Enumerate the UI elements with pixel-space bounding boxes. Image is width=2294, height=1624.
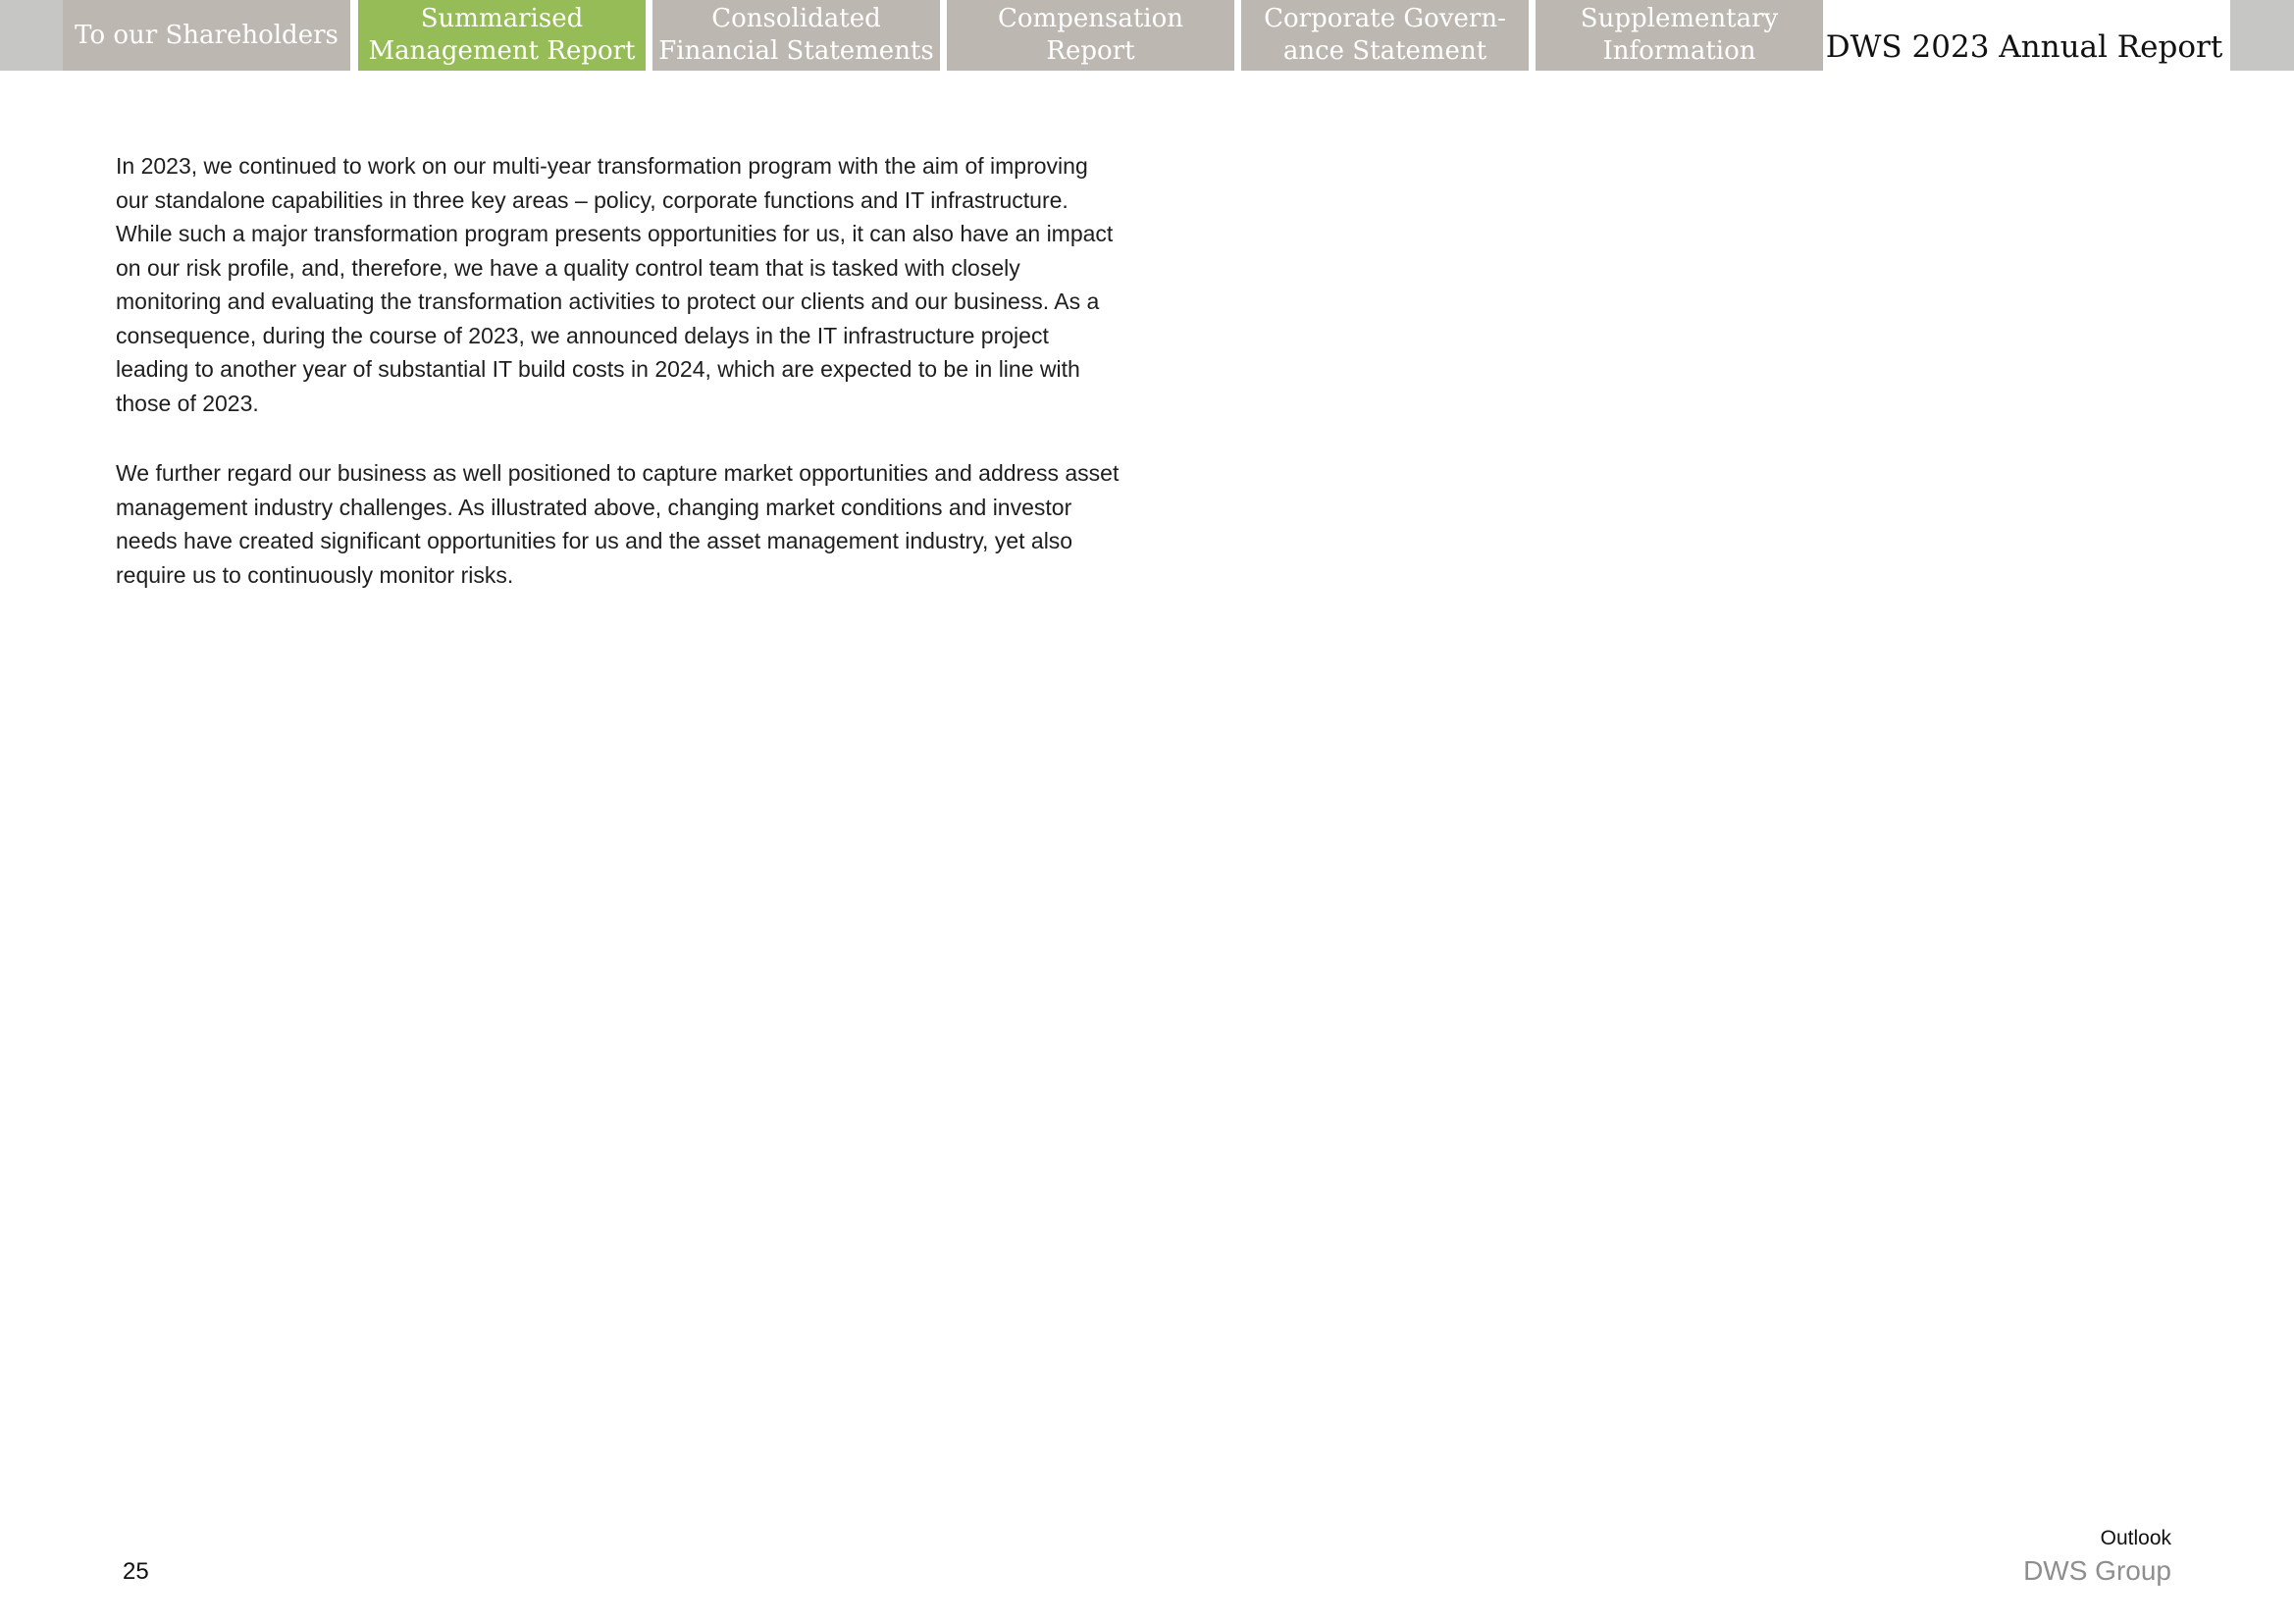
tab-to-our-shareholders[interactable] [63, 0, 350, 71]
footer-company-name: DWS Group [2023, 1555, 2171, 1586]
footer-section-info [2023, 1524, 2171, 1589]
tab-corporate-governance-statement[interactable] [1241, 0, 1529, 71]
tab-label: To our Shareholders [75, 20, 339, 50]
tab-supplementary-information[interactable] [1536, 0, 1823, 71]
tab-label: Summarised Management Report [368, 4, 636, 66]
tab-label: Corporate Govern- ance Statement [1264, 4, 1506, 66]
footer-section-name: Outlook [2100, 1527, 2171, 1549]
header-edge-right [2230, 0, 2294, 71]
tab-label: Consolidated Financial Statements [658, 4, 934, 66]
tab-compensation-report[interactable] [947, 0, 1234, 71]
body-paragraph-market-opportunities: We further regard our business as well positioned to capture market opportunities and address asset management industry challenges. As illustrated above, changing market conditions and investor needs have created significant opportunities for us and the asset management industry, yet also require us to continuously monitor risks. [116, 460, 1120, 588]
report-title: DWS 2023 Annual Report [1825, 29, 2223, 65]
body-paragraph-transformation: In 2023, we continued to work on our multi-year transformation program with the aim of improving our standalone capabilities in three key areas – policy, corporate functions and IT infrastructure. While such a major transformation program presents opportunities for us, it can also have an impact on our risk profile, and, therefore, we have a quality control team that is tasked with closely monitoring and evaluating the transformation activities to protect our clients and our business. As a consequence, during the course of 2023, we announced delays in the IT infrastructure project leading to another year of substantial IT build costs in 2024, which are expected to be in line with those of 2023. [116, 153, 1114, 416]
tab-summarised-management-report[interactable] [358, 0, 646, 71]
main-content [116, 149, 1126, 628]
tab-label: Supplementary Information [1580, 4, 1779, 66]
page-number: 25 [123, 1558, 149, 1585]
header-edge-left [0, 0, 63, 71]
tab-label: Compensation Report [998, 4, 1183, 66]
tab-consolidated-financial-statements[interactable] [652, 0, 940, 71]
